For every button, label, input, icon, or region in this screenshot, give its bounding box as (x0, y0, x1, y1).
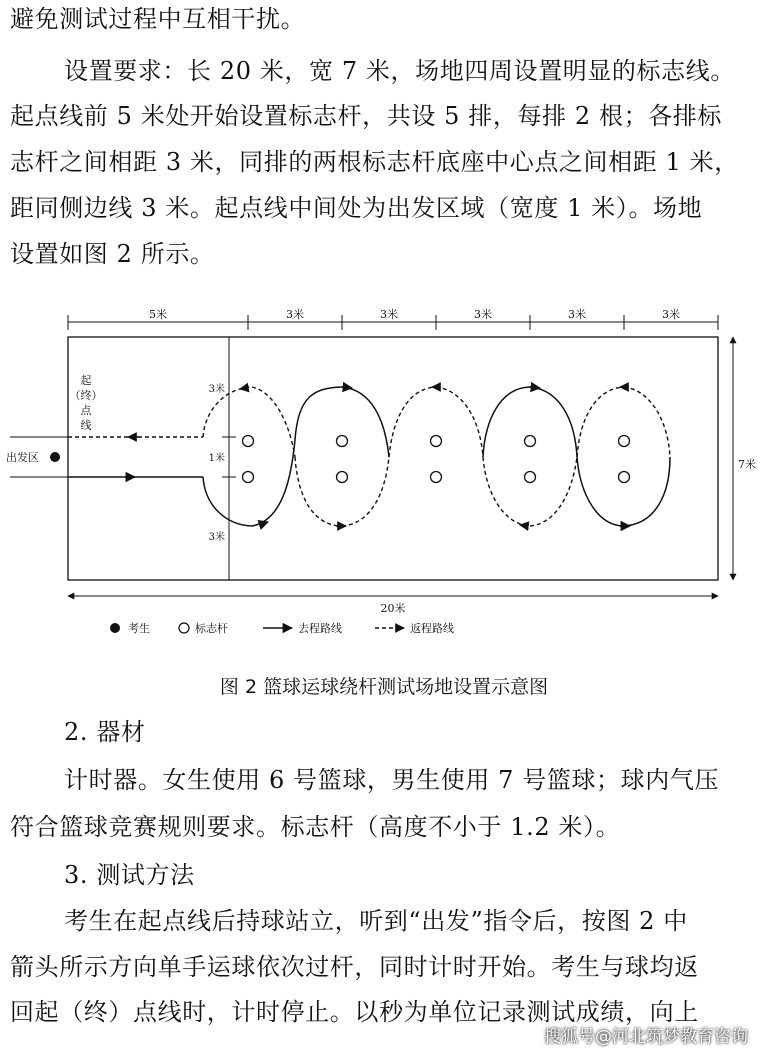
legend-pole-icon (179, 623, 189, 633)
legend-pole-label: 标志杆 (195, 622, 228, 635)
start-line-label-3: 点 (80, 404, 92, 417)
legend-student-label: 考生 (128, 622, 150, 635)
student-marker-icon (50, 452, 60, 462)
pole-icon (243, 472, 254, 483)
pole-icon (431, 472, 442, 483)
legend-outbound-label: 去程路线 (298, 622, 342, 635)
pole-markers (243, 436, 630, 483)
dim-label-7m: 7米 (738, 458, 756, 471)
pole-icon (243, 436, 254, 447)
dim-label-3m-4: 3米 (568, 308, 586, 321)
dim-label-20m: 20米 (380, 602, 406, 615)
dim-label-3m-1: 3米 (286, 308, 304, 321)
pole-icon (619, 436, 630, 447)
dim-label-3m-3: 3米 (474, 308, 492, 321)
paragraph-line-2: 设置要求：长 20 米，宽 7 米，场地四周设置明显的标志线。 (64, 57, 735, 85)
pole-icon (337, 436, 348, 447)
section-3-line-3: 回起（终）点线时，计时停止。以秒为单位记录测试成绩，向上 (10, 998, 699, 1026)
section-2-heading: 2. 器材 (64, 718, 146, 746)
start-area-label: 出发区 (6, 451, 39, 464)
paragraph-line-6: 设置如图 2 所示。 (10, 240, 215, 268)
court-boundary (68, 337, 718, 580)
section-2-line-1: 计时器。女生使用 6 号篮球，男生使用 7 号篮球；球内气压 (64, 766, 720, 794)
pole-icon (525, 472, 536, 483)
watermark: 搜狐号@河北筑梦教育咨询 (544, 1027, 748, 1047)
start-line-label-4: 线 (80, 419, 92, 432)
legend-student-icon (110, 623, 120, 633)
section-3-heading: 3. 测试方法 (64, 861, 195, 889)
dim-label-3m-5: 3米 (662, 308, 680, 321)
dim-label-left-3m-top: 3米 (208, 384, 225, 395)
paragraph-line-5: 距同侧边线 3 米。起点线中间处为出发区域（宽度 1 米）。场地 (10, 194, 703, 222)
return-arrows (128, 387, 628, 526)
start-line-label-2: （终） (69, 389, 103, 402)
start-line-label-1: 起 (80, 374, 92, 387)
outbound-route (68, 387, 670, 526)
figure-caption: 图 2 篮球运球绕杆测试场地设置示意图 (219, 676, 549, 698)
section-3-line-2: 箭头所示方向单手运球依次过杆，同时计时开始。考生与球均返 (10, 953, 699, 981)
section-2-line-2: 符合篮球竞赛规则要求。标志杆（高度不小于 1.2 米）。 (10, 813, 621, 841)
paragraph-line-4: 志杆之间相距 3 米，同排的两根标志杆底座中心点之间相距 1 米， (10, 148, 739, 176)
dim-label-left-3m-bottom: 3米 (208, 532, 225, 543)
legend (110, 621, 454, 635)
pole-icon (525, 436, 536, 447)
pole-icon (337, 472, 348, 483)
dim-label-5m: 5米 (149, 308, 167, 321)
return-route (68, 387, 670, 526)
section-3-line-1: 考生在起点线后持球站立，听到“出发”指令后，按图 2 中 (64, 907, 688, 935)
pole-icon (619, 472, 630, 483)
pole-icon (431, 436, 442, 447)
dim-label-3m-2: 3米 (380, 308, 398, 321)
legend-return-label: 返程路线 (410, 622, 454, 635)
court-diagram (0, 300, 768, 645)
paragraph-line-3: 起点线前 5 米处开始设置标志杆，共设 5 排，每排 2 根；各排标 (10, 102, 722, 130)
paragraph-line-1: 避免测试过程中互相干扰。 (10, 5, 306, 33)
outbound-arrows (125, 387, 630, 526)
dim-label-left-1m: 1米 (208, 453, 225, 464)
